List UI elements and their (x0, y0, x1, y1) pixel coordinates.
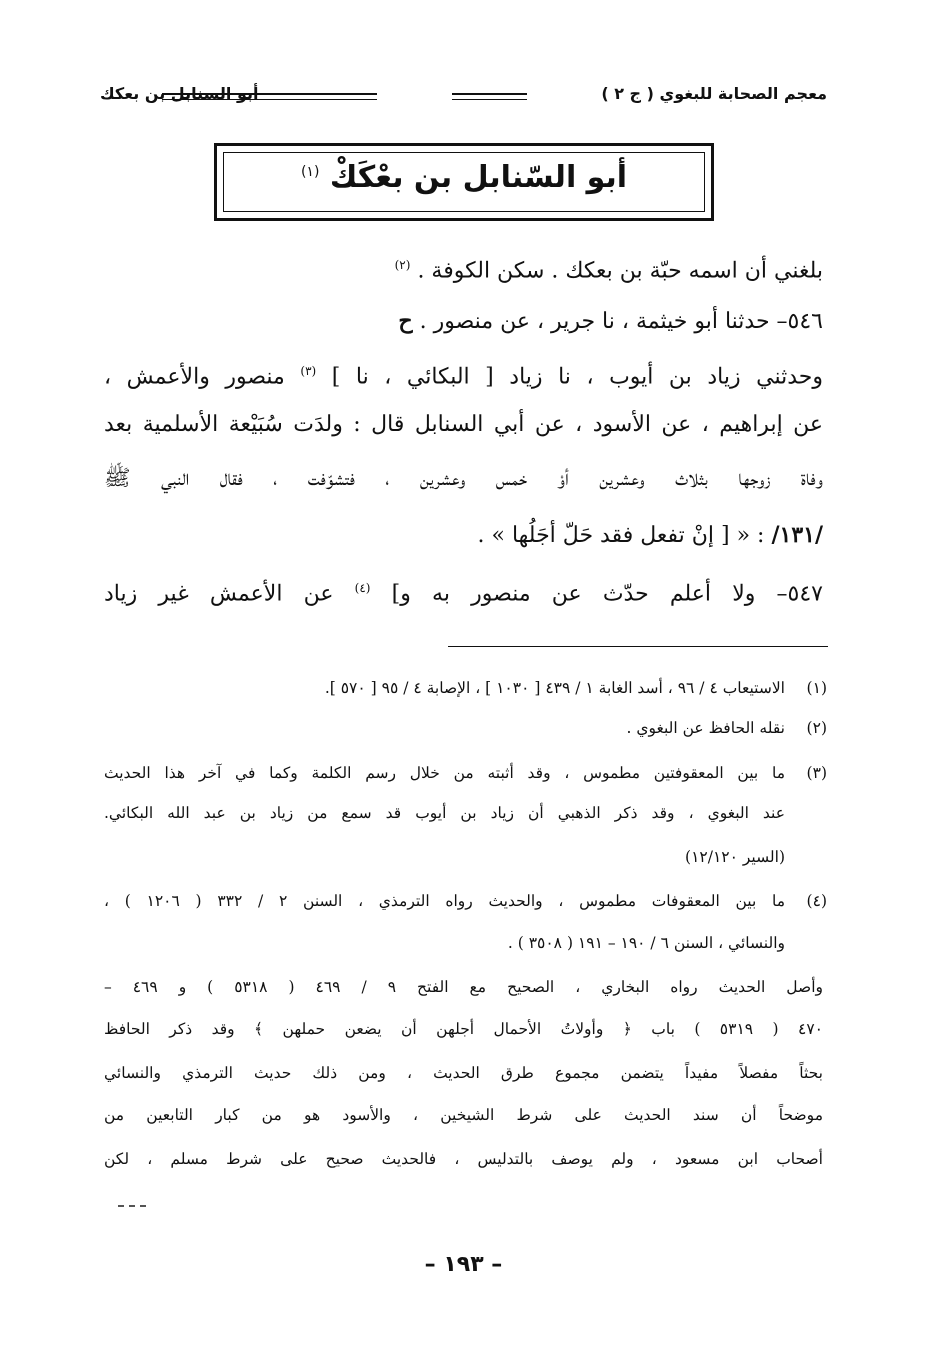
header-rule (452, 93, 527, 100)
footnote-text: الاستيعاب ٤ / ٩٦ ، أسد الغابة ١ / ٤٣٩ [ ١٠٣٠ ] ، الإصابة ٤ / ٩٥ [ ٥٧٠ ]. (324, 679, 785, 697)
footnote-text: عند البغوي ، وقد ذكر الذهبي أن زياد بن أيوب قد سمع من زياد بن عبد الله البكائي. (104, 804, 785, 822)
running-header (100, 84, 827, 114)
body-text: : « [ إنْ تفعل فقد حَلّ أجَلُها » . (477, 523, 765, 548)
hadith-line (398, 306, 823, 337)
body-text: ٥٤٧– ولا أعلم حدّث عن منصور به و] (391, 581, 823, 607)
page-number: – ١٩٣ – (424, 1252, 503, 1277)
footnote-text: وأصل الحديث رواه البخاري ، الصحيح مع الفتح ٩ / ٤٦٩ ( ٥٣١٨ ) و ٤٦٩ – (104, 978, 823, 996)
body-line (395, 250, 823, 286)
footnote-separator (448, 646, 828, 647)
body-text: منصور والأعمش ، (104, 364, 285, 390)
footnote-text: نقله الحافظ عن البغوي . (626, 719, 785, 737)
footnote-text: ما بين المعقوفتين مطموس ، وقد أثبته من خلال رسم الكلمة وكما في آخر هذا الحديث (104, 764, 785, 782)
footnote-number: (٤) (806, 892, 827, 910)
continuation-mark (118, 1205, 146, 1207)
header-section-title: أبو السنابل بن بعكك (100, 84, 259, 103)
body-text: عن الأعمش غير زياد (104, 581, 334, 607)
footnote-ref: (١) (300, 164, 320, 180)
body-text: وحدثني زياد بن أيوب ، نا زياد [ البكائي ، نا ] (331, 364, 823, 390)
footnote-text: ٤٧٠ ( ٥٣١٩ ) باب ﴿ وأولاتُ الأحمال أجلهن أن يضعن حملهن ﴾ وقد ذكر الحافظ (104, 1020, 823, 1038)
footnote-text: ما بين المعقوفات مطموس ، والحديث رواه الترمذي ، السنن ٢ / ٣٣٢ ( ١٢٠٦ ) ، (104, 892, 786, 910)
entry-title-box (214, 143, 714, 221)
body-text: بلغني أن اسمه حبّة بن بعكك . سكن الكوفة . (417, 258, 823, 284)
header-book-title: معجم الصحابة للبغوي ( ج ٢ ) (601, 84, 827, 103)
entry-title (217, 160, 711, 195)
footnote-text: (السير ١٢/١٢٠) (685, 848, 785, 866)
hadith-line (104, 573, 823, 609)
body-line (104, 356, 823, 392)
tahwil-mark: ح (398, 308, 413, 334)
footnote-text: موضحاً أن سند الحديث على شرط الشيخين ، والأسود هو من كبار التابعين من (104, 1106, 823, 1124)
footnote-number: (١) (806, 679, 827, 697)
footnote-number: (٢) (806, 719, 827, 737)
footnote-text: أصحاب ابن مسعود ، ولم يوصف بالتدليس ، فالحديث صحيح على شرط مسلم ، لكن (104, 1150, 823, 1168)
footnote-text: بحثاً مفصلاً مفيداً يتضمن مجموع طرق الحديث ، ومن ذلك حديث الترمذي والنسائي (104, 1064, 823, 1082)
footnote-text: والنسائي ، السنن ٦ / ١٩٠ – ١٩١ ( ٣٥٠٨ ) . (507, 934, 785, 952)
manuscript-folio: /١٣١/ (771, 522, 823, 548)
footnote-ref: (٢) (394, 258, 411, 272)
footnote-ref: (٣) (300, 364, 317, 378)
footnote-ref: (٤) (354, 581, 371, 595)
body-line: عن إبراهيم ، عن الأسود ، عن أبي السنابل قال : ولدَت سُبَيْعة الأسلمية بعد (104, 412, 823, 437)
body-line: وفاة زوجها بثلاث وعشرين أوْ خمس وعشرين ، فتشوّفت ، فقال النبي ﷺ (104, 466, 823, 491)
footnote-number: (٣) (806, 764, 827, 782)
entry-title-text: أبو السّنابل بن بعْكَكْ (329, 160, 628, 195)
body-text: ٥٤٦– حدثنا أبو خيثمة ، نا جرير ، عن منصور . (419, 309, 823, 334)
body-line (478, 520, 823, 551)
